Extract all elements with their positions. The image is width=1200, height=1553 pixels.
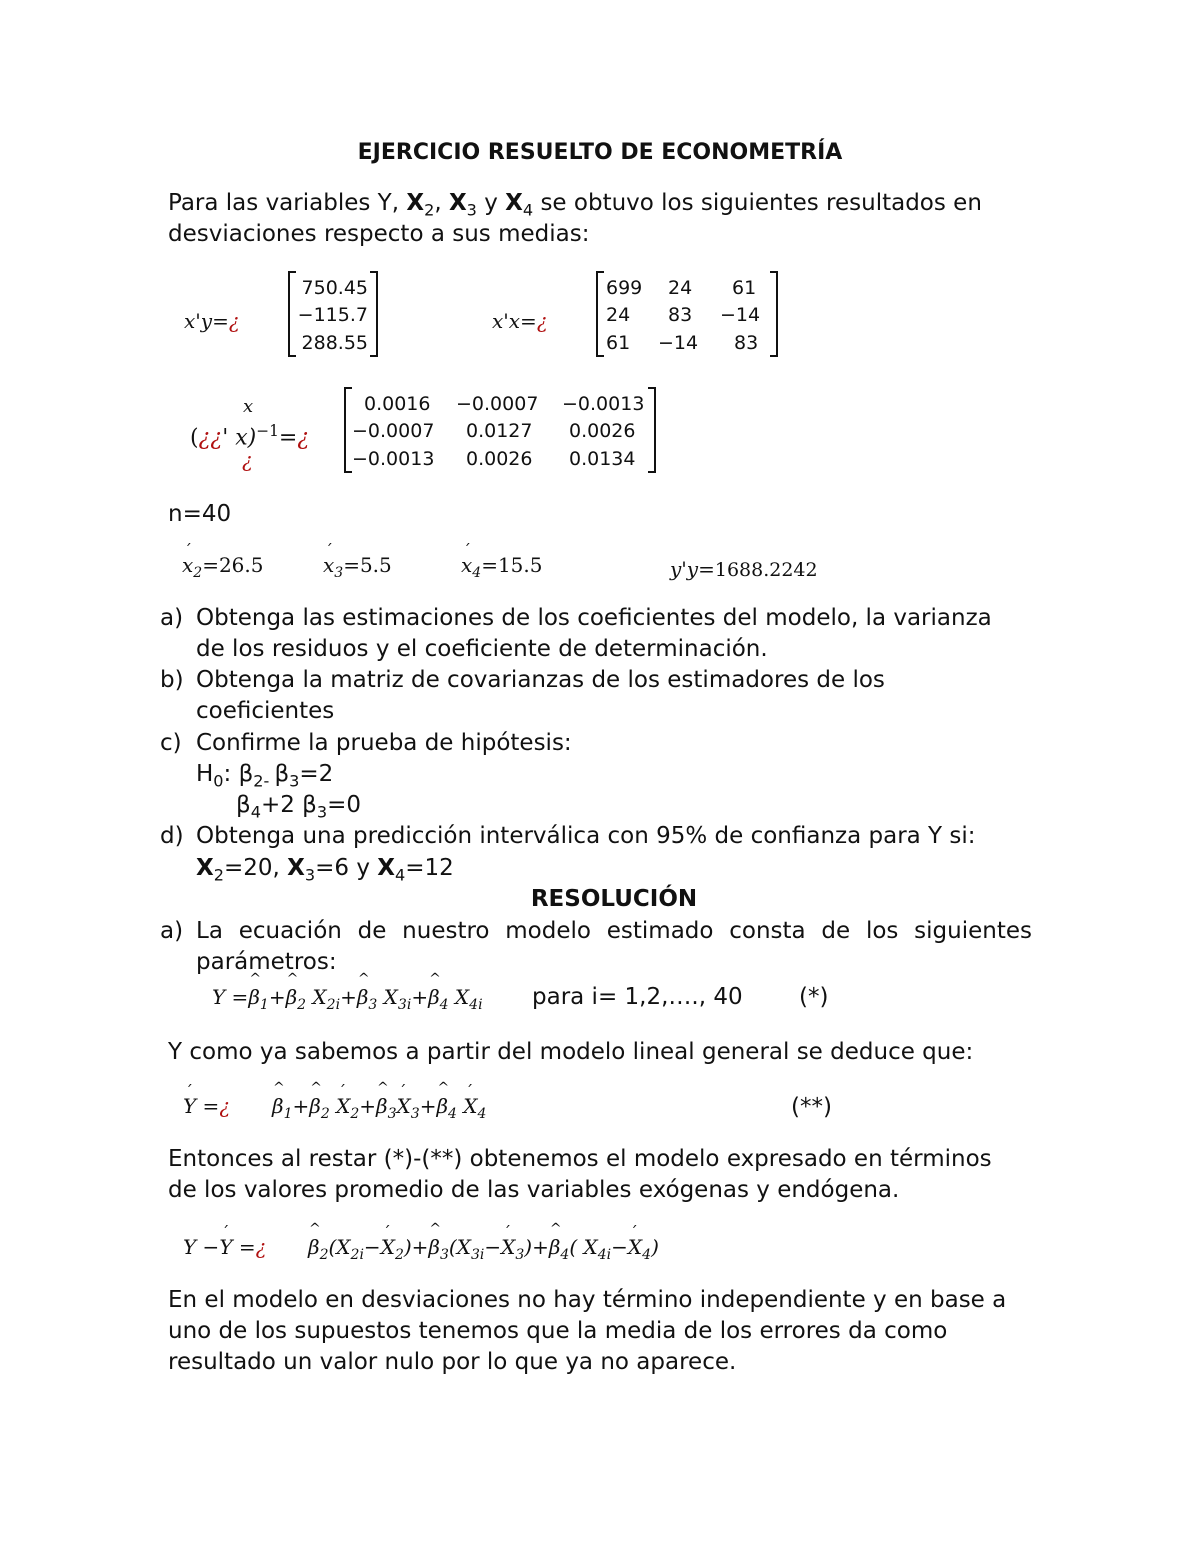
question-c-line-1: Confirme la prueba de hipótesis: bbox=[196, 730, 572, 756]
xx-label: x'x=¿ bbox=[492, 309, 548, 333]
deviation-equation: Y −´ Y =¿ bbox=[183, 1235, 266, 1259]
inv-cell: 0.0026 bbox=[466, 448, 533, 470]
equation-tag-2: (**) bbox=[791, 1094, 832, 1120]
mean-equation-rhs: ^ $\beta_1+\^{}$ $\beta_2$ ´ $X_2+\^{}$ $\beta_3´$ $X_3+\^{}$ $\beta_4$ ´ $X_4$ bbox=[272, 1094, 486, 1122]
xy-vector bbox=[288, 271, 378, 357]
question-a-marker: a) bbox=[160, 605, 184, 631]
paragraph-3-line-3: resultado un valor nulo por lo que ya no aparece. bbox=[168, 1349, 737, 1375]
paragraph-2-line-1: Entonces al restar (*)-(**) obtenemos el modelo expresado en términos bbox=[168, 1146, 992, 1172]
question-b-line-1: Obtenga la matriz de covarianzas de los estimadores de los bbox=[196, 667, 885, 693]
sample-size: n=40 bbox=[168, 501, 232, 527]
xx-cell: 699 bbox=[606, 277, 643, 299]
xx-cell: 83 bbox=[668, 304, 693, 326]
inv-bottom-mark: ¿ bbox=[242, 448, 253, 472]
resolution-a-line-2: parámetros: bbox=[196, 949, 337, 975]
inv-matrix bbox=[344, 387, 656, 473]
xy-value: 750.45 bbox=[301, 277, 368, 299]
intro-line-1: Para las variables Y, $X_2$, $X_3$ y $X_4$ se obtuvo los siguientes resultados en bbox=[168, 190, 982, 220]
inv-cell: 0.0134 bbox=[569, 448, 636, 470]
inv-cell: −0.0007 bbox=[456, 393, 539, 415]
yy-value: y'y=1688.2242 bbox=[670, 557, 818, 581]
xx-cell: 83 bbox=[734, 332, 759, 354]
resolution-a-line-1: La ecuación de nuestro modelo estimado consta de los siguientes bbox=[196, 918, 1032, 944]
question-b-marker: b) bbox=[160, 667, 184, 693]
resolution-heading: RESOLUCIÓN bbox=[530, 886, 698, 912]
question-d-marker: d) bbox=[160, 823, 184, 849]
question-c-marker: c) bbox=[160, 730, 182, 756]
inv-cell: 0.0127 bbox=[466, 420, 533, 442]
hypothesis-line-2: $\beta_4+2$ $\beta_3=0$ bbox=[236, 792, 361, 822]
question-d-line-1: Obtenga una predicción interválica con 95% de confianza para Y si: bbox=[196, 823, 976, 849]
paragraph-2-line-2: de los valores promedio de las variables exógenas y endógena. bbox=[168, 1177, 900, 1203]
document-title: EJERCICIO RESUELTO DE ECONOMETRÍA bbox=[357, 140, 843, 165]
model-equation: Y =^ $\beta_1+\^{}$ $\beta_2$ $X_{2i}+\^{}$ $\beta_3$ $X_{3i}+\^{}$ $\beta_4$ $X_{4i}$ bbox=[212, 985, 483, 1013]
xy-label: x'y=¿ bbox=[184, 309, 240, 333]
model-equation-range: para i= 1,2,…., 40 bbox=[532, 984, 743, 1010]
mean-x3: ´ $x_3=5.5$ bbox=[323, 553, 392, 581]
xx-cell: 24 bbox=[606, 304, 631, 326]
question-a-line-1: Obtenga las estimaciones de los coeficientes del modelo, la varianza bbox=[196, 605, 992, 631]
hypothesis-line-1: $H_0$: $\beta_{2-}$ $\beta_3=2$ bbox=[196, 761, 334, 791]
inv-cell: −0.0013 bbox=[352, 448, 435, 470]
xx-matrix bbox=[596, 271, 778, 357]
xy-value: 288.55 bbox=[301, 332, 368, 354]
intro-line-2: desviaciones respecto a sus medias: bbox=[168, 221, 590, 247]
paragraph-3-line-2: uno de los supuestos tenemos que la media de los errores da como bbox=[168, 1318, 948, 1344]
xx-cell: −14 bbox=[658, 332, 699, 354]
inv-cell: 0.0016 bbox=[364, 393, 431, 415]
paragraph-1: Y como ya sabemos a partir del modelo lineal general se deduce que: bbox=[168, 1039, 974, 1065]
inv-cell: −0.0007 bbox=[352, 420, 435, 442]
question-b-line-2: coeficientes bbox=[196, 698, 335, 724]
question-d-line-2: $X_2=20$, $X_3=6$ y $X_4=12$ bbox=[196, 855, 454, 885]
xx-cell: 24 bbox=[668, 277, 693, 299]
paragraph-3-line-1: En el modelo en desviaciones no hay término independiente y en base a bbox=[168, 1287, 1007, 1313]
inv-label: (¿¿' x)$^{-1}$=¿ bbox=[190, 422, 310, 451]
resolution-a-marker: a) bbox=[160, 918, 184, 944]
mean-x2: ´ $x_2=26.5$ bbox=[182, 553, 264, 581]
mean-equation: ´ Y =¿ bbox=[183, 1094, 230, 1118]
xx-cell: 61 bbox=[606, 332, 631, 354]
inv-cell: 0.0026 bbox=[569, 420, 636, 442]
inv-cell: −0.0013 bbox=[562, 393, 645, 415]
question-a-line-2: de los residuos y el coeficiente de determinación. bbox=[196, 636, 768, 662]
mean-x4: ´ $x_4=15.5$ bbox=[461, 553, 543, 581]
deviation-equation-rhs: ^ $\beta_2(X_{2i}-´$ $X_2)+\^{}$ $\beta_3(X_{3i}-´$ $X_3)+\^{}$ $\beta_4$( $X_{4i}-´$ $X_4$) bbox=[308, 1235, 659, 1263]
xx-cell: 61 bbox=[732, 277, 757, 299]
xy-value: −115.7 bbox=[297, 304, 368, 326]
equation-tag-1: (*) bbox=[799, 984, 829, 1010]
inv-top-x: x bbox=[243, 396, 254, 417]
xx-cell: −14 bbox=[720, 304, 761, 326]
